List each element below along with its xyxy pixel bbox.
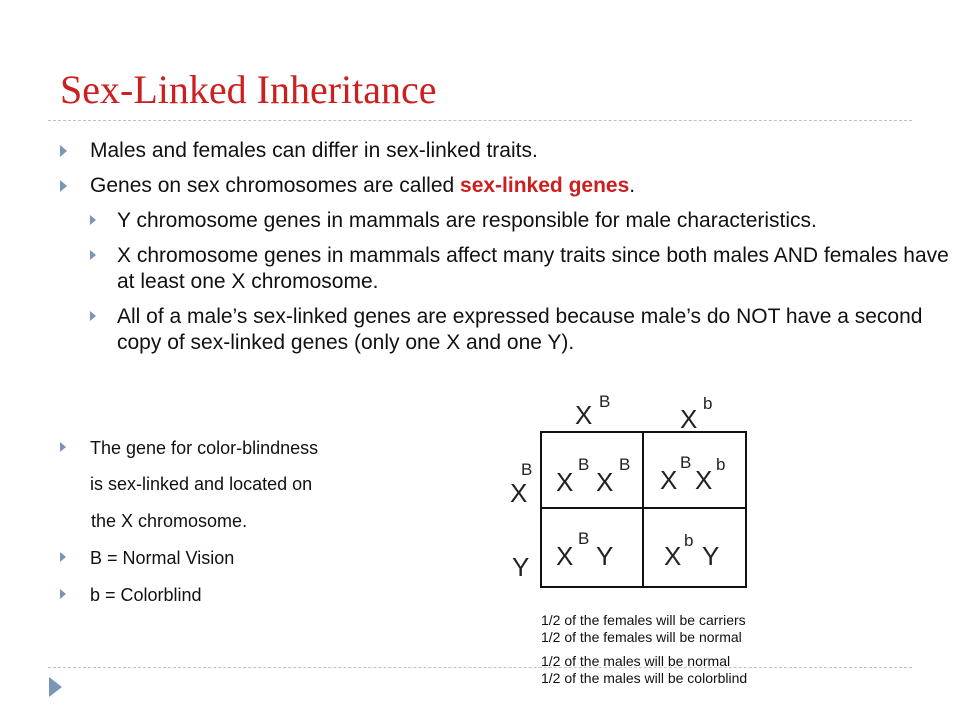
bullet-arrow-icon <box>90 250 96 260</box>
bullet-arrow-icon <box>60 552 66 562</box>
cell-allele-1: X <box>660 465 678 495</box>
bullet-text-end: . <box>629 174 636 197</box>
male-results <box>541 653 747 687</box>
top-header-1-letter: X <box>575 400 593 430</box>
sub-bullet-item <box>90 304 955 356</box>
bullet-arrow-icon <box>90 311 96 321</box>
gene-line-3: the X chromosome. <box>91 511 248 531</box>
main-bullet-list <box>60 138 955 365</box>
bullet-arrow-icon <box>60 180 67 192</box>
cell-sup-1: b <box>684 531 694 550</box>
cell-allele-1: X <box>556 541 574 571</box>
bullet-arrow-icon <box>60 145 67 157</box>
cell-allele-1: X <box>664 541 682 571</box>
normal-vision-key: B = Normal Vision <box>90 548 235 568</box>
result-line: 1/2 of the males will be normal <box>541 653 731 669</box>
gene-line-1: The gene for color-blindness <box>90 438 319 458</box>
slide-nav-arrow-icon <box>49 677 62 697</box>
bullet-arrow-icon <box>60 589 66 599</box>
result-line: 1/2 of the females will be normal <box>541 629 742 645</box>
bullet-item <box>60 437 390 459</box>
colorblind-key: b = Colorblind <box>90 585 202 605</box>
side-header-1-allele: B <box>521 460 533 479</box>
gene-line-2: is sex-linked and located on <box>90 474 313 494</box>
top-header-2-allele: b <box>703 394 713 413</box>
cell-sup-1: B <box>578 455 590 474</box>
side-header-1-letter: X <box>510 478 528 508</box>
cell-allele-2: X <box>695 465 713 495</box>
cell-allele-1: X <box>556 467 574 497</box>
cell-sup-2: b <box>716 455 726 474</box>
sub-bullet-text: All of a male’s sex-linked genes are expressed because male’s do NOT have a second copy of sex-linked genes (only one X and one Y). <box>117 305 923 354</box>
punnett-cell-female-normal <box>542 433 642 507</box>
cell-sup-2: B <box>619 455 631 474</box>
result-line: 1/2 of the males will be colorblind <box>541 670 748 686</box>
punnett-cell-female-carrier <box>644 433 744 507</box>
title-divider <box>48 120 912 121</box>
highlight-term: sex-linked genes <box>460 174 630 197</box>
cell-sup-1: B <box>680 453 692 472</box>
cell-allele-2: Y <box>702 541 720 571</box>
bullet-arrow-icon <box>90 215 96 225</box>
punnett-square <box>500 390 800 590</box>
bullet-arrow-icon <box>60 442 66 452</box>
female-results <box>541 612 747 646</box>
bullet-text: Genes on sex chromosomes are called <box>90 174 461 197</box>
result-line: 1/2 of the females will be carriers <box>541 612 746 628</box>
bullet-item <box>60 173 955 199</box>
bullet-text: Males and females can differ in sex-linked traits. <box>90 139 538 162</box>
bullet-item <box>60 584 390 606</box>
cell-allele-2: Y <box>596 541 614 571</box>
top-header-2-letter: X <box>680 404 698 434</box>
slide-title: Sex-Linked Inheritance <box>60 67 437 112</box>
punnett-grid <box>540 431 747 588</box>
cell-allele-2: X <box>596 467 614 497</box>
sub-bullet-text: Y chromosome genes in mammals are responsible for male characteristics. <box>117 209 817 232</box>
bullet-item <box>60 138 955 164</box>
sub-bullet-item <box>90 243 955 295</box>
punnett-cell-male-colorblind <box>644 509 744 583</box>
sub-bullet-item <box>90 208 955 234</box>
cell-sup-1: B <box>578 529 590 548</box>
top-header-1-allele: B <box>599 392 611 411</box>
punnett-cell-male-normal <box>542 509 642 583</box>
punnett-results <box>541 612 747 694</box>
footer-divider <box>48 667 912 668</box>
color-blindness-notes <box>60 437 390 621</box>
sub-bullet-text: X chromosome genes in mammals affect many traits since both males AND females have at least one X chromosome. <box>117 244 949 293</box>
side-header-2-letter: Y <box>512 552 530 582</box>
bullet-item <box>60 547 390 569</box>
